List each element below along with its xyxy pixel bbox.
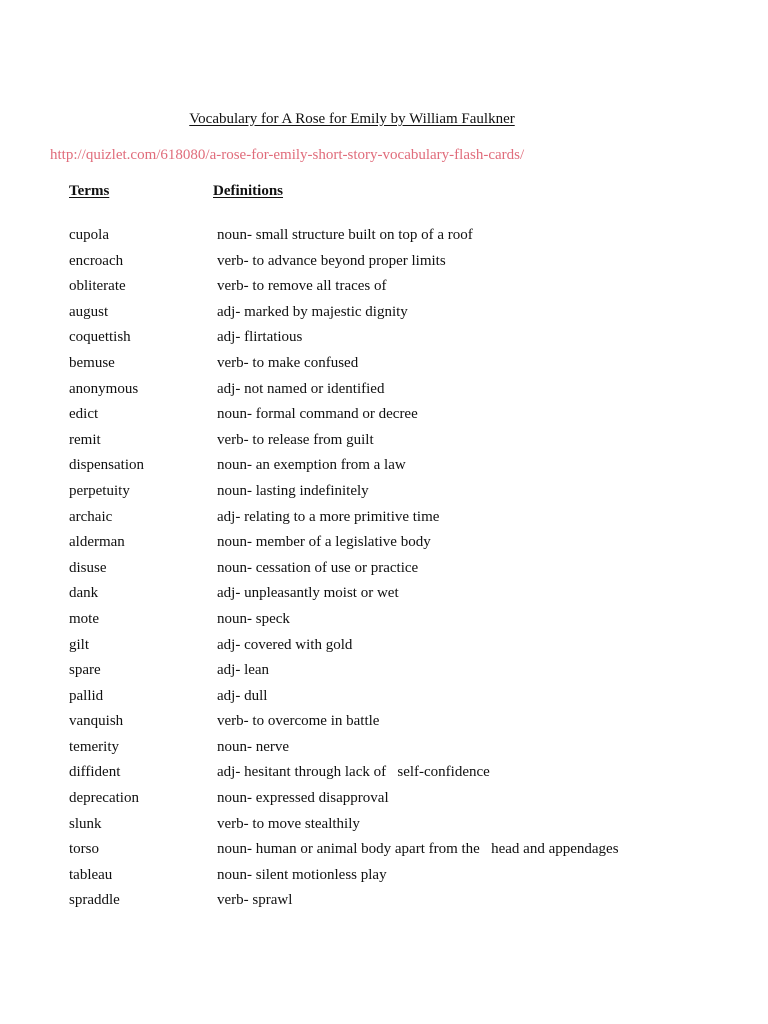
- vocabulary-row: [69, 789, 749, 815]
- vocabulary-row: [69, 431, 749, 457]
- vocabulary-term: perpetuity: [69, 482, 130, 499]
- vocabulary-term: gilt: [69, 636, 90, 653]
- vocabulary-row: [69, 226, 749, 252]
- vocabulary-definition: adj- relating to a more primitive time: [217, 508, 440, 525]
- vocabulary-term: archaic: [69, 508, 113, 525]
- vocabulary-term: coquettish: [69, 329, 131, 346]
- vocabulary-row: [69, 533, 749, 559]
- vocabulary-row: [69, 559, 749, 585]
- vocabulary-term: vanquish: [69, 713, 124, 730]
- vocabulary-term: encroach: [69, 252, 124, 269]
- vocabulary-row: [69, 661, 749, 687]
- vocabulary-term: disuse: [69, 559, 107, 576]
- vocabulary-definition: adj- not named or identified: [217, 380, 385, 397]
- vocabulary-term: edict: [69, 406, 99, 423]
- vocabulary-row: [69, 482, 749, 508]
- vocabulary-row: [69, 763, 749, 789]
- document-title: Vocabulary for A Rose for Emily by William Faulkner: [189, 111, 515, 127]
- vocabulary-row: [69, 840, 749, 866]
- vocabulary-row: [69, 584, 749, 610]
- vocabulary-definition: verb- to remove all traces of: [217, 278, 387, 295]
- vocabulary-term: alderman: [69, 534, 125, 551]
- vocabulary-definition: noun- cessation of use or practice: [217, 559, 419, 576]
- vocabulary-term: slunk: [69, 815, 102, 832]
- vocabulary-row: [69, 508, 749, 534]
- vocabulary-term: dispensation: [69, 457, 144, 474]
- vocabulary-definition: adj- covered with gold: [217, 636, 353, 653]
- vocabulary-definition: verb- sprawl: [217, 892, 293, 909]
- vocabulary-definition: noun- silent motionless play: [217, 866, 387, 883]
- vocabulary-definition: verb- to advance beyond proper limits: [217, 252, 446, 269]
- vocabulary-definition: adj- unpleasantly moist or wet: [217, 585, 399, 602]
- vocabulary-definition: adj- hesitant through lack of self-confidence: [217, 764, 490, 781]
- vocabulary-definition: noun- an exemption from a law: [217, 457, 406, 474]
- vocabulary-term: pallid: [69, 687, 104, 704]
- vocabulary-definition: noun- lasting indefinitely: [217, 482, 369, 499]
- vocabulary-term: mote: [69, 610, 99, 627]
- vocabulary-row: [69, 328, 749, 354]
- vocabulary-row: [69, 303, 749, 329]
- terms-column-header: Terms: [69, 183, 110, 199]
- vocabulary-term: cupola: [69, 227, 109, 243]
- vocabulary-row: [69, 687, 749, 713]
- vocabulary-term: remit: [69, 431, 101, 448]
- quizlet-link[interactable]: http://quizlet.com/618080/a-rose-for-emily-short-story-vocabulary-flash-cards/: [50, 147, 525, 163]
- vocabulary-definition: noun- expressed disapproval: [217, 790, 389, 807]
- vocabulary-term: temerity: [69, 738, 119, 755]
- vocabulary-term: obliterate: [69, 278, 126, 295]
- vocabulary-row: [69, 405, 749, 431]
- vocabulary-row: [69, 636, 749, 662]
- vocabulary-term: anonymous: [69, 380, 139, 397]
- vocabulary-definition: verb- to overcome in battle: [217, 713, 380, 730]
- definitions-column-header: Definitions: [213, 183, 284, 199]
- vocabulary-row: [69, 738, 749, 764]
- vocabulary-row: [69, 712, 749, 738]
- vocabulary-definition: noun- small structure built on top of a roof: [217, 227, 473, 243]
- vocabulary-row: [69, 380, 749, 406]
- vocabulary-definition: noun- formal command or decree: [217, 406, 418, 423]
- vocabulary-definition: adj- dull: [217, 687, 268, 704]
- vocabulary-row: [69, 610, 749, 636]
- vocabulary-definition: adj- flirtatious: [217, 329, 303, 346]
- vocabulary-row: [69, 354, 749, 380]
- vocabulary-term: deprecation: [69, 790, 139, 807]
- vocabulary-term: spraddle: [69, 892, 120, 909]
- vocabulary-term: august: [69, 303, 109, 320]
- vocabulary-term: tableau: [69, 866, 113, 883]
- vocabulary-definition: verb- to move stealthily: [217, 815, 360, 832]
- vocabulary-definition: noun- nerve: [217, 738, 290, 755]
- vocabulary-definition: verb- to make confused: [217, 354, 359, 371]
- vocabulary-row: [69, 891, 749, 917]
- vocabulary-definition: noun- speck: [217, 610, 290, 627]
- vocabulary-row: [69, 252, 749, 278]
- vocabulary-definition: adj- marked by majestic dignity: [217, 303, 408, 320]
- vocabulary-definition: noun- member of a legislative body: [217, 534, 431, 551]
- vocabulary-list: [69, 226, 749, 917]
- vocabulary-definition: adj- lean: [217, 662, 270, 679]
- vocabulary-term: spare: [69, 662, 101, 679]
- vocabulary-definition: noun- human or animal body apart from the head and appendages: [217, 841, 619, 858]
- vocabulary-term: diffident: [69, 764, 121, 781]
- vocabulary-term: dank: [69, 585, 99, 602]
- vocabulary-row: [69, 277, 749, 303]
- vocabulary-row: [69, 866, 749, 892]
- vocabulary-term: torso: [69, 841, 99, 858]
- vocabulary-row: [69, 456, 749, 482]
- vocabulary-row: [69, 815, 749, 841]
- vocabulary-term: bemuse: [69, 354, 115, 371]
- vocabulary-definition: verb- to release from guilt: [217, 431, 374, 448]
